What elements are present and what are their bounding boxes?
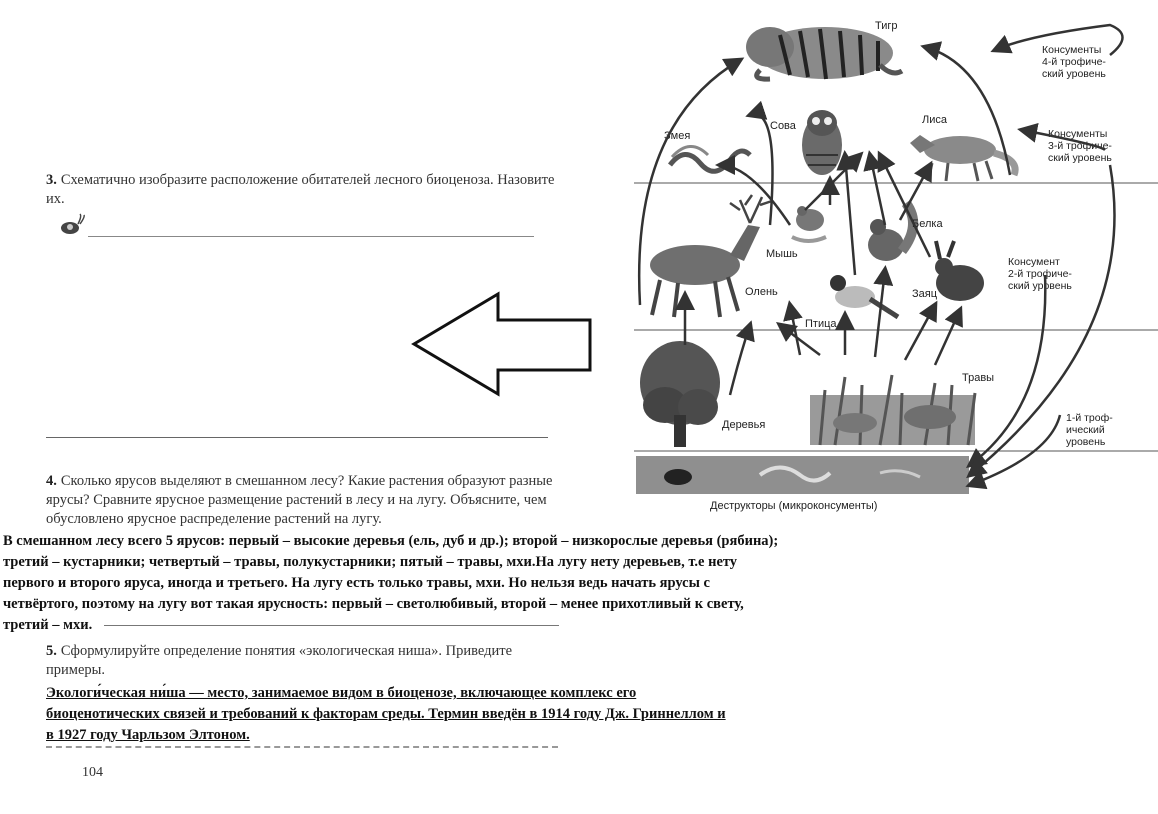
snake-illustration: [670, 146, 750, 171]
question-4-text: Сколько ярусов выделяют в смешанном лесу? Какие растения образуют разные ярусы? Сравните ярусное размещение растений в лесу и на лугу. Объясните, чем обусловлено ярусное распределение растений на лугу.: [46, 473, 553, 527]
snail-icon: [58, 212, 86, 236]
question-3-text: Схематично изобразите расположение обитателей лесного биоценоза. Назовите их.: [46, 172, 555, 207]
question-3: [46, 171, 576, 209]
soil-band: [636, 456, 969, 494]
level-2-label: Консумент 2-й трофиче- ский уровень: [1008, 256, 1072, 292]
grasses-illustration: [810, 375, 975, 445]
hare-illustration: [935, 241, 984, 301]
grasses-label: Травы: [962, 372, 995, 384]
squirrel-illustration: [868, 203, 913, 261]
hare-label: Заяц: [912, 288, 938, 300]
bird-label: Птица: [805, 318, 837, 330]
tiger-illustration: [746, 27, 902, 79]
decomposers-label: Деструкторы (микроконсументы): [710, 500, 878, 512]
level-4-label: Консументы 4-й трофиче- ский уровень: [1042, 44, 1106, 80]
answer-line: [46, 746, 558, 748]
left-arrow-shape: [410, 290, 595, 398]
snake-label: Змея: [664, 130, 691, 142]
answer-line: [104, 625, 559, 626]
level-1-label: 1-й троф- ический уровень: [1066, 412, 1113, 448]
question-5: [46, 642, 564, 680]
question-4-number: 4.: [46, 473, 57, 489]
answer-4-line: первого и второго яруса, иногда и третьего. На лугу есть только травы, мхи. Но нельзя ведь начать ярусы с: [3, 575, 710, 591]
answer-4: [3, 531, 903, 636]
page-number: 104: [82, 765, 103, 780]
mouse-illustration: [792, 206, 826, 241]
question-4: [46, 472, 571, 529]
answer-5: [46, 683, 846, 746]
level-3-label: Консументы 3-й трофиче- ский уровень: [1048, 128, 1112, 164]
answer-line: [88, 236, 534, 237]
answer-line: [46, 437, 548, 438]
deer-illustration: [650, 195, 772, 317]
answer-5-line: Экологи́ческая ни́ша — место, занимаемое видом в биоценозе, включающее комплекс его: [46, 685, 637, 701]
answer-5-line: в 1927 году Чарльзом Элтоном.: [46, 727, 250, 743]
question-3-number: 3.: [46, 172, 57, 188]
answer-4-line: В смешанном лесу всего 5 ярусов: первый – высокие деревья (ель, дуб и др.); второй – низкорослые деревья (рябина);: [3, 533, 779, 549]
question-5-number: 5.: [46, 643, 57, 659]
squirrel-label: Белка: [912, 218, 943, 230]
answer-4-line: третий – мхи.: [3, 617, 93, 633]
food-web-diagram: [630, 5, 1158, 525]
answer-4-line: четвёртого, поэтому на лугу вот такая ярусность: первый – светолюбивый, второй – менее прихотливый к свету,: [3, 596, 744, 612]
trees-label: Деревья: [722, 419, 766, 431]
answer-4-line: третий – кустарники; четвертый – травы, полукустарники; пятый – травы, мхи.На лугу нету деревьев, т.е нету: [3, 554, 738, 570]
owl-label: Сова: [770, 120, 796, 132]
tree-illustration: [640, 341, 720, 447]
deer-label: Олень: [745, 286, 778, 298]
bird-illustration: [830, 275, 898, 317]
tiger-label: Тигр: [875, 20, 898, 32]
fox-label: Лиса: [922, 114, 947, 126]
question-5-text: Сформулируйте определение понятия «экологическая ниша». Приведите примеры.: [46, 643, 513, 678]
owl-illustration: [802, 110, 842, 175]
mouse-label: Мышь: [766, 248, 798, 260]
answer-5-line: биоценотических связей и требований к факторам среды. Термин введён в 1914 году Дж. Гриннеллом и: [46, 706, 726, 722]
